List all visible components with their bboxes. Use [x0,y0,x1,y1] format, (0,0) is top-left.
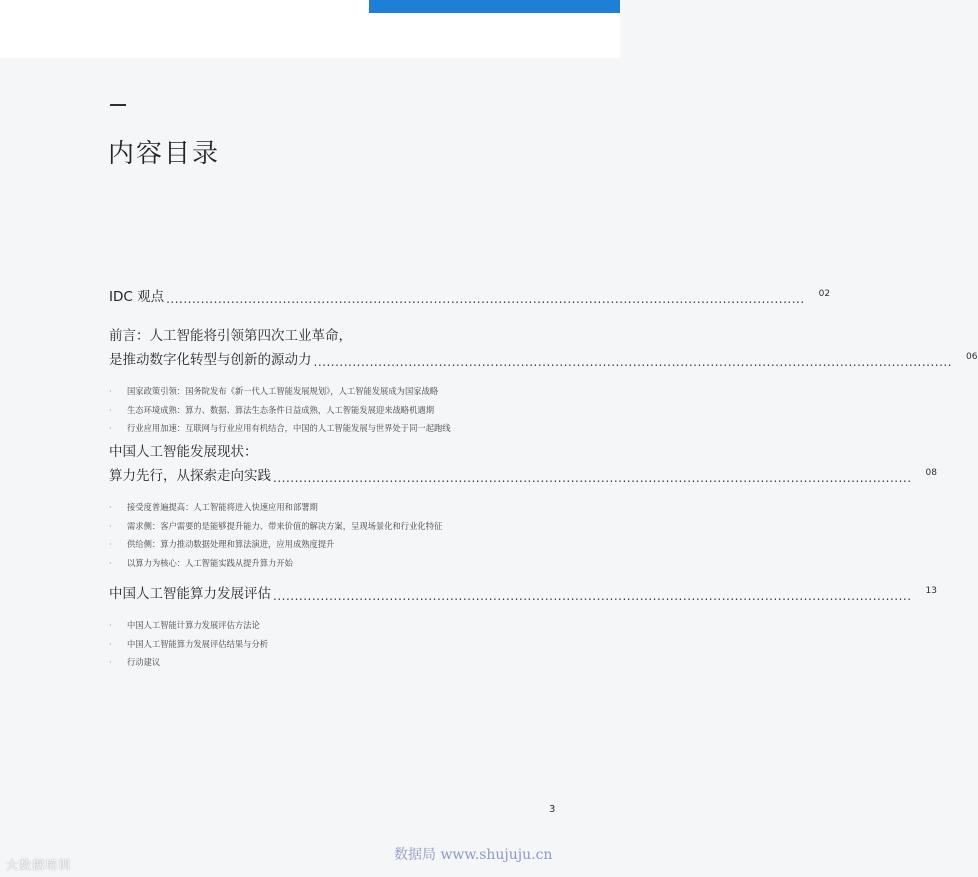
toc-subitem-text: 中国人工智能计算力发展评估方法论 [127,620,260,630]
toc-subitem-list [109,498,554,573]
toc-subitem-text: 需求侧：客户需要的是能够提升能力、带来价值的解决方案，呈现场景化和行业化特征 [127,520,443,531]
toc-subitem[interactable] [109,616,554,635]
bullet-icon: · [109,520,112,531]
toc-subitem-list [109,616,554,672]
toc-heading-line1: 中国人工智能发展现状： [109,444,258,460]
toc-leader-dots: .................................................................................................................................................... [166,292,805,306]
bullet-icon: · [109,657,112,668]
toc-subitem[interactable] [109,554,554,573]
toc-heading-line1: 前言：人工智能将引领第四次工业革命， [109,328,352,344]
toc-heading-line2: 是推动数字化转型与创新的源动力 [109,352,312,368]
toc-subitem-text: 接受度普遍提高：人工智能将进入快速应用和部署期 [127,502,318,512]
toc-subitem[interactable] [109,382,554,401]
watermark-right: 数据局 www.shujuju.cn [394,847,553,863]
toc-subitem[interactable] [109,498,554,517]
toc-subitem-text: 供给侧：算力推动数据处理和算法演进，应用成熟度提升 [127,539,335,550]
toc-subitem[interactable] [109,419,554,438]
page-title: 内容目录 [108,139,221,169]
toc-entry-preface[interactable] [109,326,978,438]
bullet-icon: · [109,620,112,630]
toc-page-number: 06 [966,352,978,362]
bullet-icon: · [109,539,112,550]
toc-heading-row [109,284,831,308]
toc-subitem-text: 生态环境成熟：算力、数据、算法生态条件日益成熟，人工智能发展迎来战略机遇期 [127,404,434,415]
toc-entry-status[interactable] [109,442,937,573]
toc-leader-dots: .................................................................................................................................................... [273,589,912,603]
bullet-icon: · [109,404,112,415]
toc-heading-row [109,581,937,605]
bullet-icon: · [109,558,112,569]
bullet-icon: · [109,386,112,396]
toc-subitem-text: 中国人工智能算力发展评估结果与分析 [127,638,269,649]
title-dash [110,104,126,106]
toc-subitem[interactable] [109,535,554,554]
toc-page-number: 13 [925,586,937,596]
toc-heading: IDC 观点 [109,289,165,305]
toc-heading: 中国人工智能算力发展评估 [109,586,271,602]
toc-leader-dots: .................................................................................................................................................... [313,355,953,369]
toc-leader-dots: .................................................................................................................................................... [273,471,912,485]
toc-subitem[interactable] [109,517,554,536]
header-accent-bar [369,0,620,13]
toc-subitem-text: 以算力为核心：人工智能实践从提升算力开始 [127,558,293,569]
toc-page-number: 08 [925,468,937,478]
toc-heading-row [109,347,978,371]
page-number: 3 [549,804,556,815]
toc-subitem[interactable] [109,635,554,654]
bullet-icon: · [109,423,112,434]
bullet-icon: · [109,638,112,649]
toc-subitem[interactable] [109,401,554,420]
toc-subitem-text: 国家政策引领：国务院发布《新一代人工智能发展规划》，人工智能发展成为国家战略 [127,386,439,396]
toc-entry-evaluation[interactable] [109,581,937,672]
toc-heading-row [109,463,937,487]
toc-heading-line2: 算力先行，从探索走向实践 [109,468,271,484]
toc-page-number: 02 [818,289,831,299]
toc-subitem-list [109,382,554,438]
toc-subitem-text: 行动建议 [127,657,161,668]
watermark-left: 大数据培训 [6,858,72,872]
toc-subitem[interactable] [109,653,554,672]
bullet-icon: · [109,502,112,512]
toc-entry-idc[interactable] [109,284,831,308]
toc-subitem-text: 行业应用加速：互联网与行业应用有机结合，中国的人工智能发展与世界处于同一起跑线 [127,423,451,434]
